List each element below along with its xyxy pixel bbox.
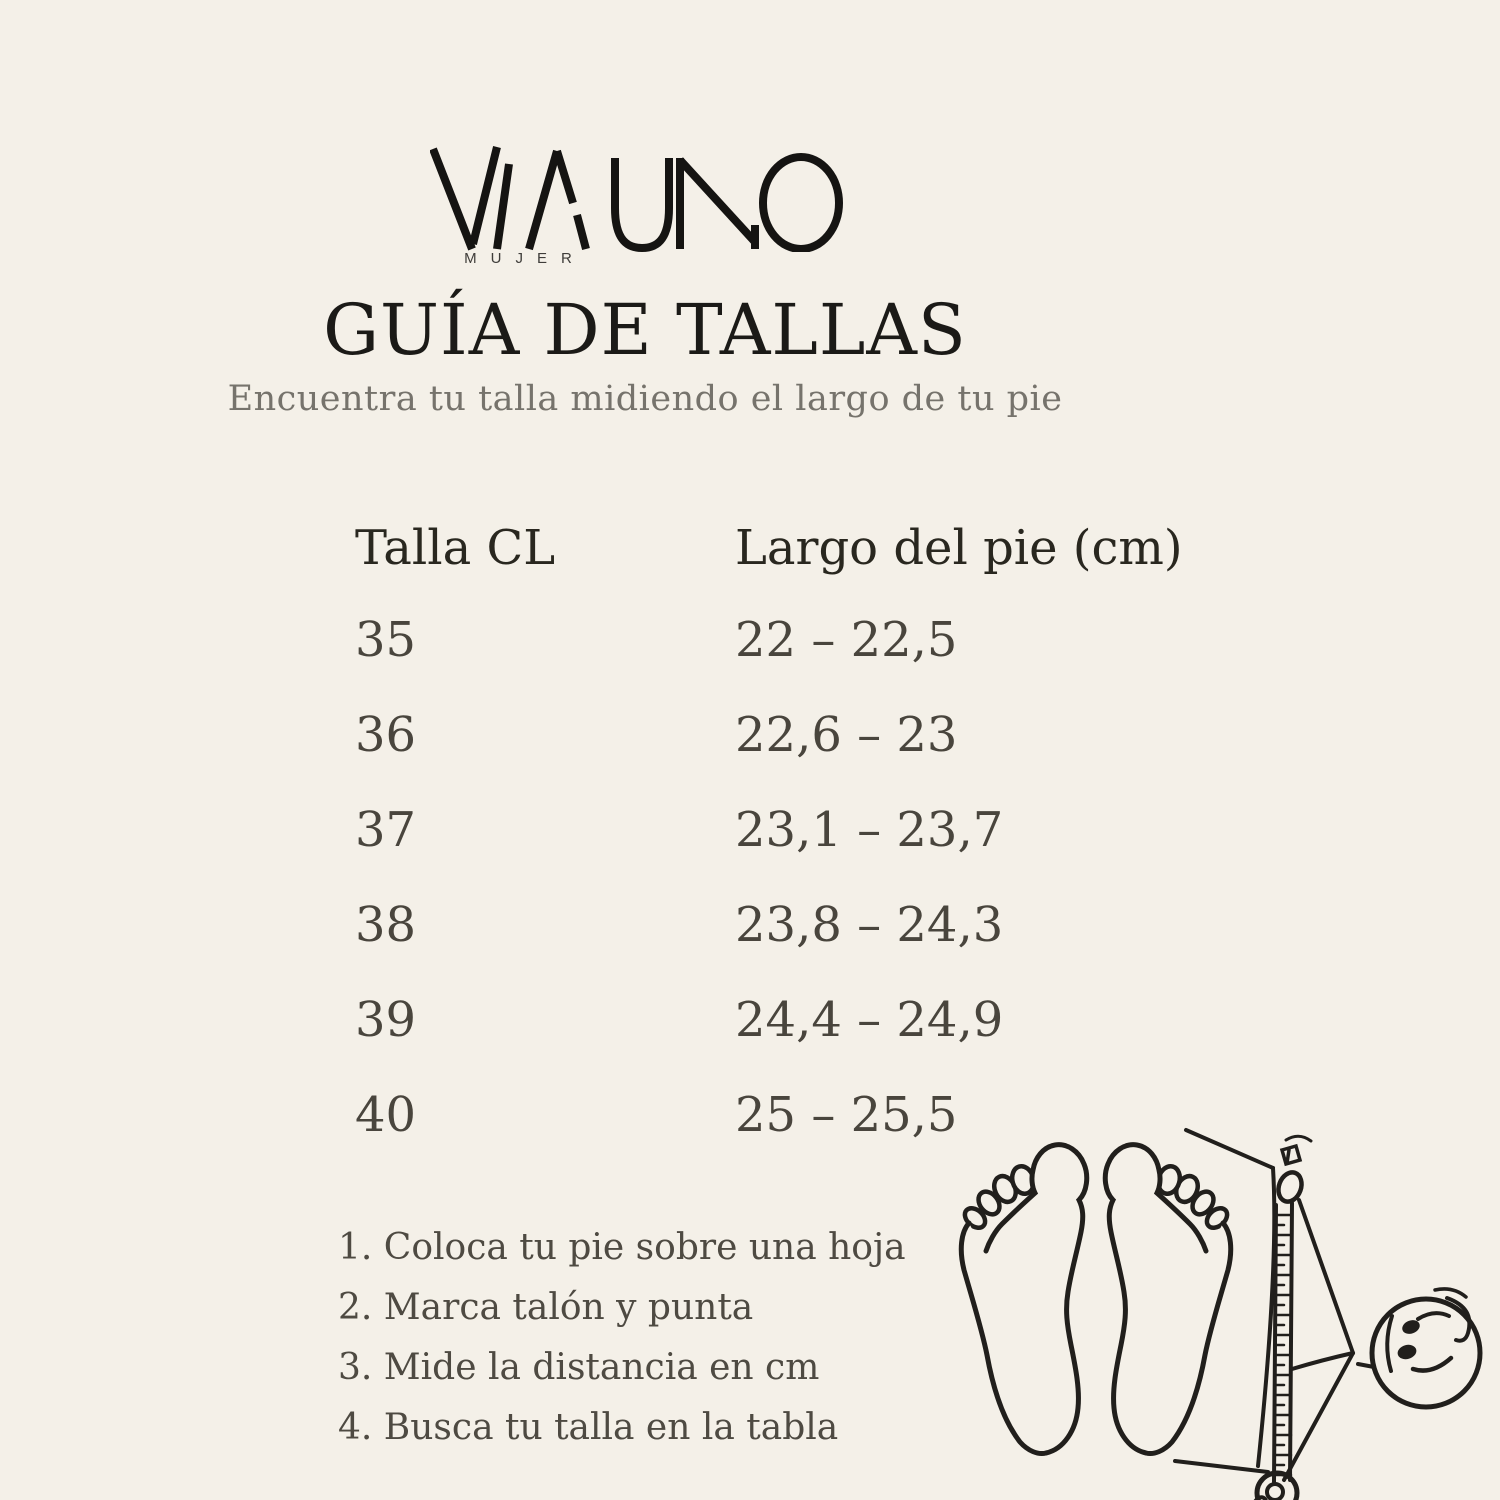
via-uno-logo bbox=[430, 146, 870, 252]
arm-line bbox=[1292, 1353, 1374, 1369]
logo-letter-u bbox=[615, 158, 669, 248]
paper-bottom-edge bbox=[1175, 1461, 1268, 1472]
size-table bbox=[355, 520, 1183, 1182]
smile bbox=[1413, 1358, 1451, 1371]
column-header-size: Talla CL bbox=[355, 520, 556, 576]
table-row bbox=[355, 802, 1183, 897]
table-row bbox=[355, 612, 1183, 707]
size-value: 38 bbox=[355, 897, 417, 953]
column-header-length: Largo del pie (cm) bbox=[735, 520, 1183, 576]
size-value: 37 bbox=[355, 802, 417, 858]
table-row bbox=[355, 897, 1183, 992]
instruction-step: 4. Busca tu talla en la tabla bbox=[338, 1407, 839, 1448]
right-foot bbox=[1105, 1145, 1231, 1454]
instruction-step: 1. Coloca tu pie sobre una hoja bbox=[338, 1227, 906, 1268]
logo-letter-a bbox=[529, 151, 586, 249]
size-value: 35 bbox=[355, 612, 417, 668]
instruction-step: 2. Marca talón y punta bbox=[338, 1287, 754, 1328]
page-title: GUÍA DE TALLAS bbox=[323, 289, 967, 371]
eye-right bbox=[1396, 1343, 1418, 1361]
size-value: 40 bbox=[355, 1087, 417, 1143]
logo-letter-o bbox=[763, 157, 839, 249]
measuring-instructions bbox=[338, 1218, 906, 1458]
size-table-header bbox=[355, 520, 1183, 612]
logo-letter-n bbox=[680, 158, 755, 249]
logo-letter-i bbox=[497, 164, 509, 249]
size-value: 36 bbox=[355, 707, 417, 763]
tape-reel-hub bbox=[1267, 1484, 1283, 1500]
paper-right-edge bbox=[1258, 1168, 1274, 1466]
tape-hook bbox=[1282, 1146, 1300, 1164]
paper-top-edge bbox=[1186, 1130, 1273, 1168]
face-contour bbox=[1387, 1316, 1392, 1371]
eyebrow bbox=[1418, 1313, 1449, 1319]
length-value: 23,8 – 24,3 bbox=[735, 897, 1004, 953]
length-value: 24,4 – 24,9 bbox=[735, 992, 1004, 1048]
table-row bbox=[355, 992, 1183, 1087]
hair-strand bbox=[1435, 1289, 1466, 1297]
size-value: 39 bbox=[355, 992, 417, 1048]
feet-measuring-illustration bbox=[930, 1120, 1500, 1500]
tape-motion-mark bbox=[1286, 1136, 1311, 1141]
logo-tagline: MUJER bbox=[464, 250, 586, 267]
length-value: 23,1 – 23,7 bbox=[735, 802, 1004, 858]
length-value: 25 – 25,5 bbox=[735, 1087, 958, 1143]
tape-ticks bbox=[1275, 1215, 1291, 1475]
logo-letter-v bbox=[433, 147, 497, 249]
table-row bbox=[355, 707, 1183, 802]
string-top bbox=[1299, 1200, 1353, 1353]
string-bottom bbox=[1284, 1353, 1353, 1480]
length-value: 22 – 22,5 bbox=[735, 612, 958, 668]
length-value: 22,6 – 23 bbox=[735, 707, 958, 763]
page-subtitle: Encuentra tu talla midiendo el largo de tu pie bbox=[227, 379, 1063, 419]
left-foot bbox=[961, 1145, 1087, 1454]
instruction-step: 3. Mide la distancia en cm bbox=[338, 1347, 820, 1388]
